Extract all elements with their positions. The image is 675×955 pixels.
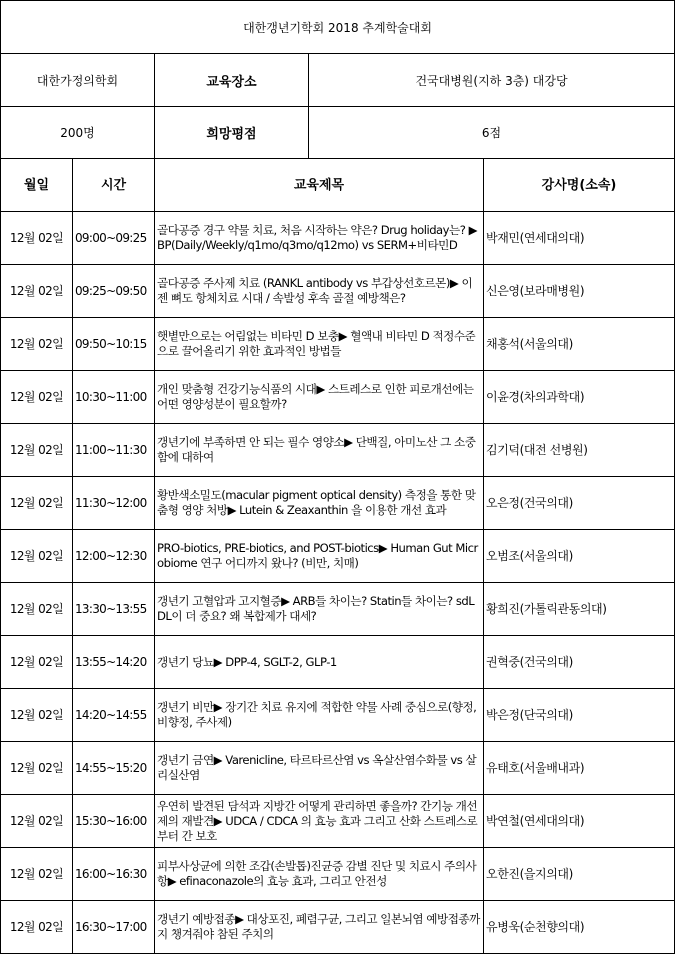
location-label: 교육장소 <box>155 54 309 107</box>
table-row <box>1 742 675 795</box>
session-speaker: 유태호(서울배내과) <box>484 742 675 795</box>
session-speaker: 박은정(단국의대) <box>484 689 675 742</box>
session-date: 12월 02일 <box>1 265 73 318</box>
session-speaker: 신은영(보라매병원) <box>484 265 675 318</box>
table-row <box>1 477 675 530</box>
session-date: 12월 02일 <box>1 318 73 371</box>
table-row <box>1 265 675 318</box>
table-row <box>1 371 675 424</box>
event-title: 대한갱년기학회 2018 추계학술대회 <box>1 1 675 54</box>
session-date: 12월 02일 <box>1 583 73 636</box>
session-speaker: 오한진(을지의대) <box>484 848 675 901</box>
session-topic: 갱년기에 부족하면 안 되는 필수 영양소▶ 단백질, 아미노산 그 소중함에 대하여 <box>155 424 484 477</box>
session-date: 12월 02일 <box>1 477 73 530</box>
session-topic: 갱년기 고혈압과 고지혈증▶ ARB들 차이는? Statin들 차이는? sdLDL이 더 중요? 왜 복합제가 대세? <box>155 583 484 636</box>
session-speaker: 황희진(가톨릭관동의대) <box>484 583 675 636</box>
organization-cell: 대한가정의학회 <box>1 54 155 107</box>
session-time: 14:55~15:20 <box>73 742 155 795</box>
session-date: 12월 02일 <box>1 795 73 848</box>
session-topic: 골다공증 주사제 치료 (RANKL antibody vs 부갑상선호르몬)▶ 이젠 뼈도 항체치료 시대 / 속발성 후속 골절 예방책은? <box>155 265 484 318</box>
session-topic: 골다공증 경구 약물 치료, 처음 시작하는 약은? Drug holiday는? ▶ BP(Daily/Weekly/q1mo/q3mo/q12mo) vs SERM+비타민D <box>155 212 484 265</box>
session-topic: PRO-biotics, PRE-biotics, and POST-biotics▶ Human Gut Microbiome 연구 어디까지 왔나? (비만, 치매) <box>155 530 484 583</box>
session-date: 12월 02일 <box>1 901 73 954</box>
session-date: 12월 02일 <box>1 636 73 689</box>
header-time: 시간 <box>73 159 155 212</box>
session-topic: 황반색소밀도(macular pigment optical density) 측정을 통한 맞춤형 영양 처방▶ Lutein & Zeaxanthin 을 이용한 개선 효과 <box>155 477 484 530</box>
table-row <box>1 689 675 742</box>
score-value: 6점 <box>309 107 675 159</box>
session-date: 12월 02일 <box>1 689 73 742</box>
session-speaker: 유병욱(순천향의대) <box>484 901 675 954</box>
session-time: 12:00~12:30 <box>73 530 155 583</box>
location-value: 건국대병원(지하 3층) 대강당 <box>309 54 675 107</box>
session-speaker: 이윤경(차의과학대) <box>484 371 675 424</box>
table-row <box>1 795 675 848</box>
session-speaker: 오범조(서울의대) <box>484 530 675 583</box>
session-time: 09:25~09:50 <box>73 265 155 318</box>
session-time: 10:30~11:00 <box>73 371 155 424</box>
session-speaker: 권혁중(건국의대) <box>484 636 675 689</box>
table-row <box>1 583 675 636</box>
session-time: 09:00~09:25 <box>73 212 155 265</box>
session-time: 15:30~16:00 <box>73 795 155 848</box>
header-date: 월일 <box>1 159 73 212</box>
session-speaker: 김기덕(대전 선병원) <box>484 424 675 477</box>
session-rows <box>1 212 675 954</box>
session-topic: 우연히 발견된 담석과 지방간 어떻게 관리하면 좋을까? 간기능 개선제의 재발견▶ UDCA / CDCA 의 효능 효과 그리고 산화 스트레스로부터 간 보호 <box>155 795 484 848</box>
capacity-cell: 200명 <box>1 107 155 159</box>
session-time: 14:20~14:55 <box>73 689 155 742</box>
session-topic: 피부사상균에 의한 조갑(손발톱)진균증 감별 진단 및 치료시 주의사항▶ efinaconazole의 효능 효과, 그리고 안전성 <box>155 848 484 901</box>
session-speaker: 박연철(연세대의대) <box>484 795 675 848</box>
table-row <box>1 212 675 265</box>
session-date: 12월 02일 <box>1 742 73 795</box>
session-time: 16:30~17:00 <box>73 901 155 954</box>
header-topic: 교육제목 <box>155 159 484 212</box>
table-row <box>1 901 675 954</box>
table-row <box>1 848 675 901</box>
session-speaker: 박재민(연세대의대) <box>484 212 675 265</box>
session-time: 11:00~11:30 <box>73 424 155 477</box>
session-time: 11:30~12:00 <box>73 477 155 530</box>
session-time: 16:00~16:30 <box>73 848 155 901</box>
session-topic: 갱년기 금연▶ Varenicline, 타르타르산염 vs 옥살산염수화물 vs 살리실산염 <box>155 742 484 795</box>
session-time: 09:50~10:15 <box>73 318 155 371</box>
session-time: 13:55~14:20 <box>73 636 155 689</box>
session-topic: 갱년기 비만▶ 장기간 치료 유지에 적합한 약물 사례 중심으로(향정, 비향정, 주사제) <box>155 689 484 742</box>
table-row <box>1 318 675 371</box>
session-date: 12월 02일 <box>1 424 73 477</box>
session-time: 13:30~13:55 <box>73 583 155 636</box>
session-date: 12월 02일 <box>1 371 73 424</box>
header-speaker: 강사명(소속) <box>484 159 675 212</box>
session-date: 12월 02일 <box>1 530 73 583</box>
table-row <box>1 530 675 583</box>
session-topic: 개인 맞춤형 건강기능식품의 시대▶ 스트레스로 인한 피로개선에는 어떤 영양성분이 필요할까? <box>155 371 484 424</box>
session-topic: 갱년기 예방접종▶ 대상포진, 폐렴구균, 그리고 일본뇌염 예방접종까지 챙겨줘야 참된 주치의 <box>155 901 484 954</box>
session-table <box>0 158 675 954</box>
session-date: 12월 02일 <box>1 848 73 901</box>
table-header-row <box>1 159 675 212</box>
session-topic: 갱년기 당뇨▶ DPP-4, SGLT-2, GLP-1 <box>155 636 484 689</box>
session-topic: 햇볕만으로는 어림없는 비타민 D 보충▶ 혈액내 비타민 D 적정수준으로 끌어올리기 위한 효과적인 방법들 <box>155 318 484 371</box>
score-label: 희망평점 <box>155 107 309 159</box>
session-speaker: 채홍석(서울의대) <box>484 318 675 371</box>
session-date: 12월 02일 <box>1 212 73 265</box>
table-row <box>1 636 675 689</box>
session-speaker: 오은정(건국의대) <box>484 477 675 530</box>
event-info-table <box>0 0 675 159</box>
table-row <box>1 424 675 477</box>
